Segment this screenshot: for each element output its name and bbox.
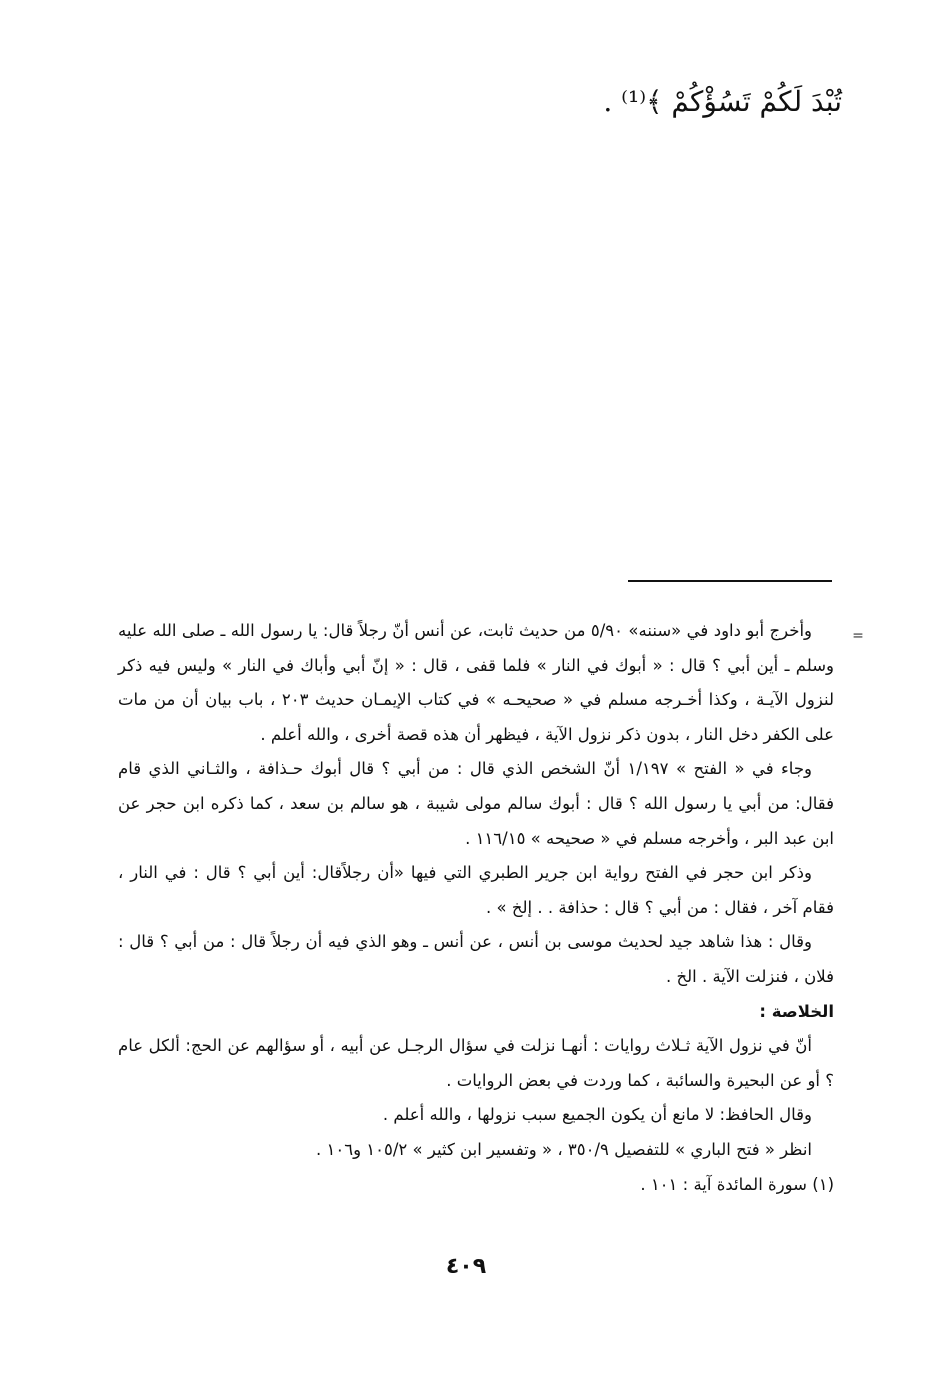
note-paragraph-al-fath: وجاء في « الفتح » ١/١٩٧ أنّ الشخص الذي قال : من أبي ؟ قال أبوك حـذافة ، والثـاني الذي قام فقال: من أبي يا رسول الله ؟ قال : أبوك سالم مولى شيبة ، هو سالم بن سعد ، كما ذكره ابن حجر عن ابن عبد البر ، وأخرجه مسلم في « صحيحه » ١١٦/١٥ . <box>118 759 834 848</box>
page-number: ٤٠٩ <box>445 1254 487 1279</box>
continuation-mark: = <box>852 628 864 644</box>
note-paragraph-musa-bin-anas: وقال : هذا شاهد جيد لحديث موسى بن أنس ، عن أنس ـ وهو الذي فيه أن رجلاً قال : من أبي ؟ قال : فلان ، فنزلت الآية . الخ . <box>118 932 834 986</box>
quran-verse-fragment: تُبْدَ لَكُمْ تَسُؤْكُمْ ﴾⁽¹⁾ . <box>603 85 842 118</box>
footnote-continuation-block <box>118 614 834 1202</box>
summary-heading: الخلاصة : <box>759 1001 834 1021</box>
summary-paragraph-narrations: أنّ في نزول الآية ثـلاث روايات : أنهـا نزلت في سؤال الرجـل عن أبيه ، أو سؤالهم عن الحج: ألكل عام ؟ أو عن البحيرة والسائبة ، كما وردت في بعض الروايات . <box>118 1036 834 1090</box>
note-paragraph-abu-dawud: وأخرج أبو داود في «سننه» ٥/٩٠ من حديث ثابت، عن أنس أنّ رجلاً قال: يا رسول الله ـ صلى الله عليه وسلم ـ أين أبي ؟ قال : « أبوك في النار » فلما قفى ، قال : « إنّ أبي وأباك في النار » وليس فيه ذكر لنزول الآيـة ، وكذا أخـرجه مسلم في « صحيحـه » في كتاب الإيمـان حديث ٢٠٣ ، باب بيان أن من مات على الكفر دخل النار ، بدون ذكر نزول الآية ، فيظهر أن هذه قصة أخرى ، والله أعلم . <box>118 621 834 744</box>
footnote-separator-line <box>628 580 832 582</box>
summary-paragraph-references: انظر « فتح الباري » للتفصيل ٣٥٠/٩ ، « وتفسير ابن كثير » ١٠٥/٢ و١٠٦ . <box>315 1139 812 1159</box>
note-paragraph-ibn-jarir: وذكر ابن حجر في الفتح رواية ابن جرير الطبري التي فيها «أن رجلاًقال: أين أبي ؟ قال : في النار ، فقام آخر ، فقال : من أبي ؟ قال : حذافة . . إلخ » . <box>118 863 834 917</box>
footnote-surah-reference: (١) سورة المائدة آية : ١٠١ . <box>640 1174 834 1194</box>
summary-paragraph-hafiz: وقال الحافظ: لا مانع أن يكون الجميع سبب نزولها ، والله أعلم . <box>382 1105 812 1125</box>
